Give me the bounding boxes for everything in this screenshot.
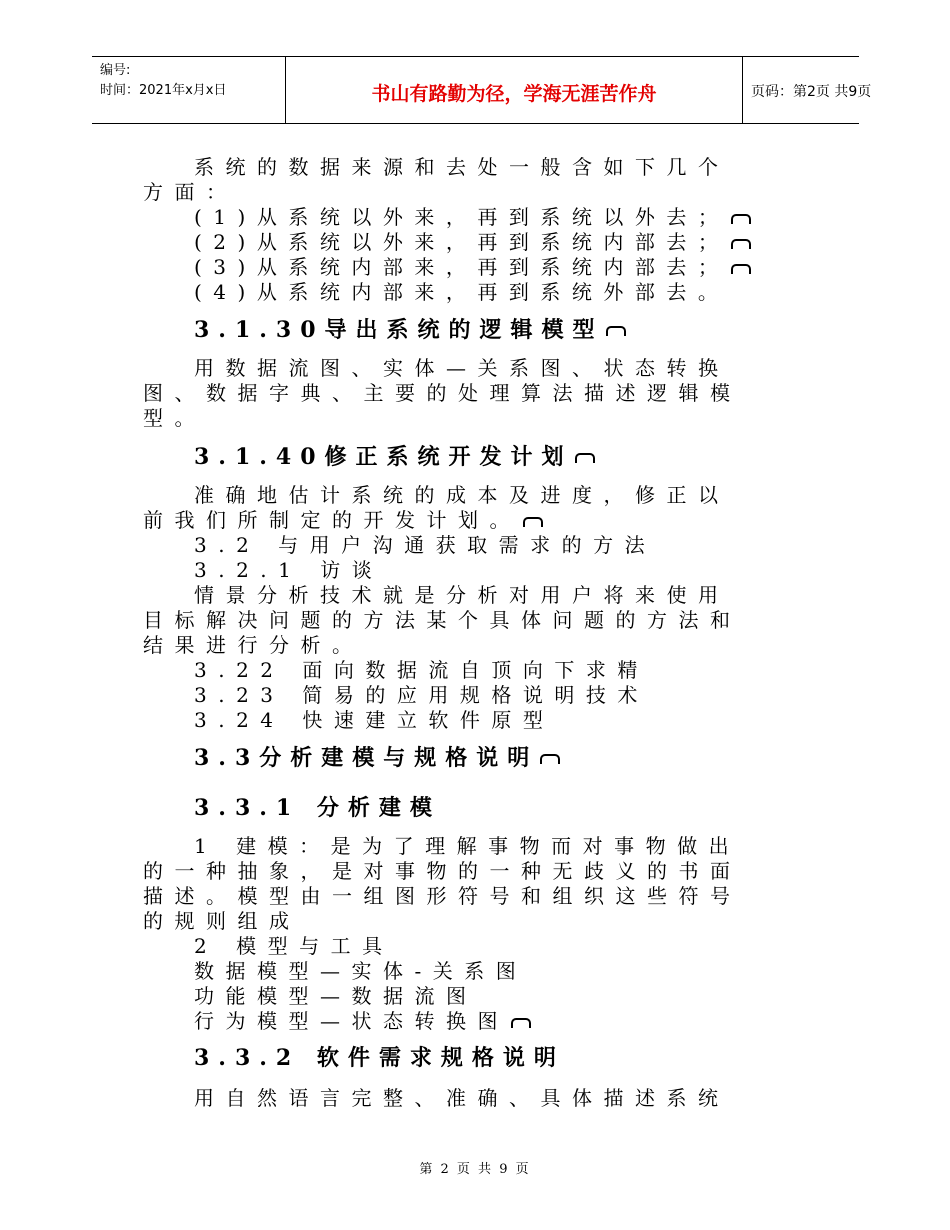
paragraph-line: 的规则组成 bbox=[143, 909, 301, 933]
paragraph-line: 情景分析技术就是分析对用户将来使用 bbox=[194, 583, 730, 607]
carriage-return-mark bbox=[731, 214, 751, 224]
section-heading: 3.2.1 访谈 bbox=[194, 558, 384, 582]
carriage-return-mark bbox=[731, 264, 751, 274]
list-item: (1)从系统以外来，再到系统以外去； bbox=[194, 205, 751, 229]
section-heading: 3.22 面向数据流自顶向下求精 bbox=[194, 658, 649, 682]
page-header bbox=[92, 56, 872, 124]
paragraph-line: 用自然语言完整、准确、具体描述系统 bbox=[194, 1086, 730, 1110]
carriage-return-mark bbox=[540, 754, 560, 764]
paragraph-line: 用数据流图、实体—关系图、状态转换 bbox=[194, 356, 730, 380]
paragraph-line: 型。 bbox=[143, 406, 206, 430]
list-item: (4)从系统内部来，再到系统外部去。 bbox=[194, 280, 730, 304]
paragraph-line: 前我们所制定的开发计划。 bbox=[143, 508, 543, 532]
section-heading: 3.3.1 分析建模 bbox=[194, 795, 441, 821]
section-heading: 3.23 简易的应用规格说明技术 bbox=[194, 683, 649, 707]
page-footer: 第 2 页 共 9 页 bbox=[419, 1162, 531, 1177]
list-item: 功能模型—数据流图 bbox=[194, 984, 478, 1008]
paragraph-line: 2 模型与工具 bbox=[194, 934, 394, 958]
list-item: 行为模型—状态转换图 bbox=[194, 1009, 531, 1033]
carriage-return-mark bbox=[511, 1018, 531, 1028]
section-heading: 3.24 快速建立软件原型 bbox=[194, 708, 555, 732]
header-motto-cell bbox=[285, 57, 743, 123]
section-heading: 3.3分析建模与规格说明 bbox=[194, 746, 560, 770]
paragraph-line: 的一种抽象，是对事物的一种无歧义的书面 bbox=[143, 859, 742, 883]
section-heading: 3.1.30导出系统的逻辑模型 bbox=[194, 318, 626, 342]
header-meta bbox=[92, 57, 285, 123]
carriage-return-mark bbox=[523, 517, 543, 527]
section-heading: 3.3.2 软件需求规格说明 bbox=[194, 1045, 565, 1071]
paragraph-line: 结果进行分析。 bbox=[143, 633, 364, 657]
number-label: 编号: bbox=[100, 63, 131, 78]
header-page-cell bbox=[742, 57, 872, 123]
section-heading: 3.1.40修正系统开发计划 bbox=[194, 445, 595, 469]
paragraph-line: 方面： bbox=[143, 180, 238, 204]
list-item: (3)从系统内部来，再到系统内部去； bbox=[194, 255, 751, 279]
paragraph-line: 图、数据字典、主要的处理算法描述逻辑模 bbox=[143, 381, 742, 405]
motto: 书山有路勤为径，学海无涯苦作舟 bbox=[371, 83, 657, 105]
paragraph-line: 准确地估计系统的成本及进度，修正以 bbox=[194, 483, 730, 507]
paragraph-line: 系统的数据来源和去处一般含如下几个 bbox=[194, 155, 730, 179]
paragraph-line: 描述。模型由一组图形符号和组织这些符号 bbox=[143, 884, 742, 908]
page-info: 页码：第2页 共9页 bbox=[751, 84, 872, 100]
carriage-return-mark bbox=[731, 239, 751, 249]
time-label: 时间：2021年x月x日 bbox=[100, 83, 227, 98]
list-item: 数据模型—实体-关系图 bbox=[194, 959, 528, 983]
paragraph-line: 目标解决问题的方法某个具体问题的方法和 bbox=[143, 608, 742, 632]
carriage-return-mark bbox=[606, 326, 626, 336]
section-heading: 3.2 与用户沟通获取需求的方法 bbox=[194, 533, 657, 557]
paragraph-line: 1 建模：是为了理解事物而对事物做出 bbox=[194, 834, 741, 858]
carriage-return-mark bbox=[575, 453, 595, 463]
list-item: (2)从系统以外来，再到系统内部去； bbox=[194, 230, 751, 254]
